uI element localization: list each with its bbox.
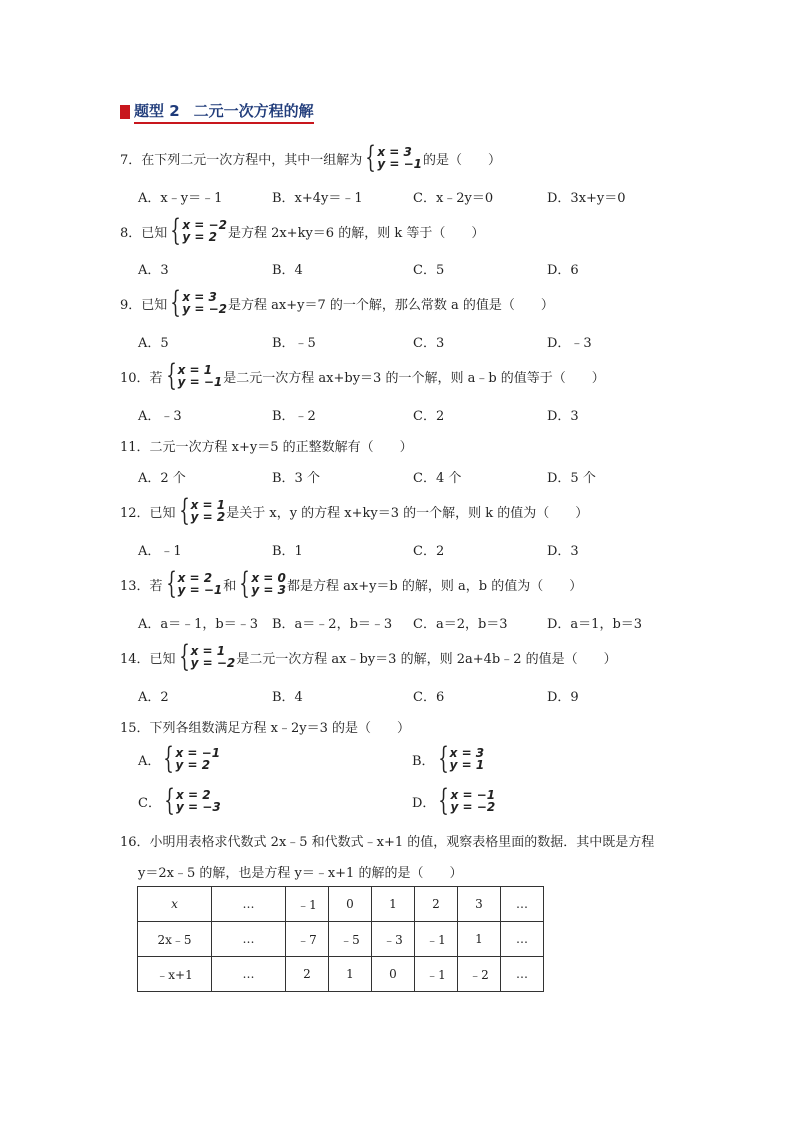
question-7: 7．在下列二元一次方程中，其中一组解为 { x = 3 y = −1 的是（ ） (120, 140, 502, 175)
equation-system: { x = 1 y = −1 (165, 358, 223, 393)
table-cell: … (212, 887, 286, 922)
option-c[interactable]: C．2 (413, 409, 445, 424)
table-cell: … (212, 922, 286, 957)
option-c[interactable]: C．4 个 (413, 471, 462, 486)
question-14: 14．已知 { x = 1 y = −2 是二元一次方程 ax﹣by＝3 的解，则 2a+4b﹣2 的值是（ ） (120, 639, 617, 674)
option-d[interactable]: D．﹣3 (547, 336, 592, 351)
option-a[interactable]: A．﹣3 (138, 409, 182, 424)
option-b[interactable]: B．x+4y＝﹣1 (272, 191, 363, 206)
option-c[interactable]: C．a＝2，b＝3 (413, 617, 508, 632)
equation-system: { x = 0 y = 3 (239, 566, 286, 601)
value-table (137, 886, 544, 992)
option-a[interactable]: A．3 (138, 263, 169, 278)
option-b[interactable]: B．a＝﹣2，b＝﹣3 (272, 617, 393, 632)
table-row (138, 887, 544, 922)
equation-system: { x = −1 y = 2 (163, 741, 221, 776)
table-cell: 2x﹣5 (138, 922, 212, 957)
section-marker (120, 105, 130, 119)
option-a[interactable]: A．a＝﹣1，b＝﹣3 (138, 617, 259, 632)
options-q11 (138, 467, 658, 486)
question-9: 9．已知 { x = 3 y = −2 是方程 ax+y＝7 的一个解，那么常数 a 的值是（ ） (120, 285, 554, 320)
option-a[interactable]: A．5 (138, 336, 169, 351)
option-c[interactable]: C．5 (413, 263, 445, 278)
option-a[interactable]: A． { x = −1 y = 2 (138, 741, 221, 776)
question-10: 10．若 { x = 1 y = −1 是二元一次方程 ax+by＝3 的一个解，则 a﹣b 的值等于（ ） (120, 358, 605, 393)
table-cell: … (212, 957, 286, 992)
section-heading (120, 100, 314, 124)
equation-system: { x = 3 y = 1 (437, 741, 485, 776)
options-q10 (138, 405, 658, 424)
option-b[interactable]: B．4 (272, 690, 303, 705)
equation-system: { x = 1 y = −2 (178, 639, 236, 674)
question-15: 15．下列各组数满足方程 x﹣2y＝3 的是（ ） (120, 721, 411, 736)
question-12: 12．已知 { x = 1 y = 2 是关于 x，y 的方程 x+ky＝3 的一个解，则 k 的值为（ ） (120, 493, 589, 528)
options-q14 (138, 686, 658, 705)
question-8: 8．已知 { x = −2 y = 2 是方程 2x+ky＝6 的解，则 k 等于（ ） (120, 213, 485, 248)
section-title: 二元一次方程的解 (193, 102, 314, 120)
table-cell: 1 (372, 887, 415, 922)
table-cell: … (501, 957, 544, 992)
option-c[interactable]: C．2 (413, 544, 445, 559)
table-cell: 3 (458, 887, 501, 922)
option-c[interactable]: C．x﹣2y＝0 (413, 191, 494, 206)
option-b[interactable]: B．1 (272, 544, 303, 559)
table-row (138, 922, 544, 957)
table-cell: 1 (329, 957, 372, 992)
table-cell: x (138, 887, 212, 922)
option-d[interactable]: D．9 (547, 690, 579, 705)
table-cell: 2 (286, 957, 329, 992)
equation-system: { x = −1 y = −2 (438, 783, 496, 818)
table-cell: 0 (372, 957, 415, 992)
option-b[interactable]: B．﹣5 (272, 336, 316, 351)
table-cell: ﹣1 (286, 887, 329, 922)
equation-system: { x = 1 y = 2 (178, 493, 226, 528)
table-cell: ﹣7 (286, 922, 329, 957)
table-cell: 2 (415, 887, 458, 922)
option-d[interactable]: D．3 (547, 544, 579, 559)
question-16: 16．小明用表格求代数式 2x﹣5 和代数式﹣x+1 的值，观察表格里面的数据．其中既是方程 (120, 835, 655, 850)
equation-system: { x = −2 y = 2 (170, 213, 227, 248)
option-d[interactable]: D．a＝1，b＝3 (547, 617, 643, 632)
table-cell: ﹣2 (458, 957, 501, 992)
option-c[interactable]: C． { x = 2 y = −3 (138, 783, 221, 818)
options-q7 (138, 187, 658, 206)
table-cell: ﹣1 (415, 957, 458, 992)
option-d[interactable]: D． { x = −1 y = −2 (412, 783, 496, 818)
option-c[interactable]: C．3 (413, 336, 445, 351)
equation-system: { x = 3 y = −1 (365, 140, 423, 175)
option-b[interactable]: B．4 (272, 263, 303, 278)
option-a[interactable]: A．﹣1 (138, 544, 182, 559)
option-d[interactable]: D．3 (547, 409, 579, 424)
option-b[interactable]: B． { x = 3 y = 1 (412, 741, 485, 776)
table-cell: … (501, 922, 544, 957)
option-a[interactable]: A．2 (138, 690, 169, 705)
option-b[interactable]: B．﹣2 (272, 409, 316, 424)
option-c[interactable]: C．6 (413, 690, 445, 705)
option-a[interactable]: A．2 个 (138, 471, 186, 486)
section-type-number: 题型 2 (134, 102, 180, 120)
table-cell: 1 (458, 922, 501, 957)
option-d[interactable]: D．3x+y＝0 (547, 191, 626, 206)
question-16-continued: y＝2x﹣5 的解，也是方程 y＝﹣x+1 的解的是（ ） (138, 866, 463, 881)
question-13: 13．若 { x = 2 y = −1 和 { x = 0 y = 3 都是方程 ax+y＝b 的解，则 a，b 的值为（ ） (120, 566, 583, 601)
options-q12 (138, 540, 658, 559)
options-q8 (138, 259, 658, 278)
equation-system: { x = 2 y = −3 (164, 783, 221, 818)
options-q9 (138, 332, 658, 351)
table-cell: … (501, 887, 544, 922)
option-a[interactable]: A．x﹣y＝﹣1 (138, 191, 223, 206)
option-b[interactable]: B．3 个 (272, 471, 320, 486)
table-cell: ﹣x+1 (138, 957, 212, 992)
options-q13 (138, 613, 658, 632)
table-cell: ﹣3 (372, 922, 415, 957)
table-cell: ﹣1 (415, 922, 458, 957)
equation-system: { x = 2 y = −1 (165, 566, 223, 601)
table-cell: 0 (329, 887, 372, 922)
question-11: 11．二元一次方程 x+y＝5 的正整数解有（ ） (120, 440, 413, 455)
option-d[interactable]: D．6 (547, 263, 579, 278)
table-row (138, 957, 544, 992)
equation-system: { x = 3 y = −2 (170, 285, 228, 320)
table-cell: ﹣5 (329, 922, 372, 957)
option-d[interactable]: D．5 个 (547, 471, 596, 486)
